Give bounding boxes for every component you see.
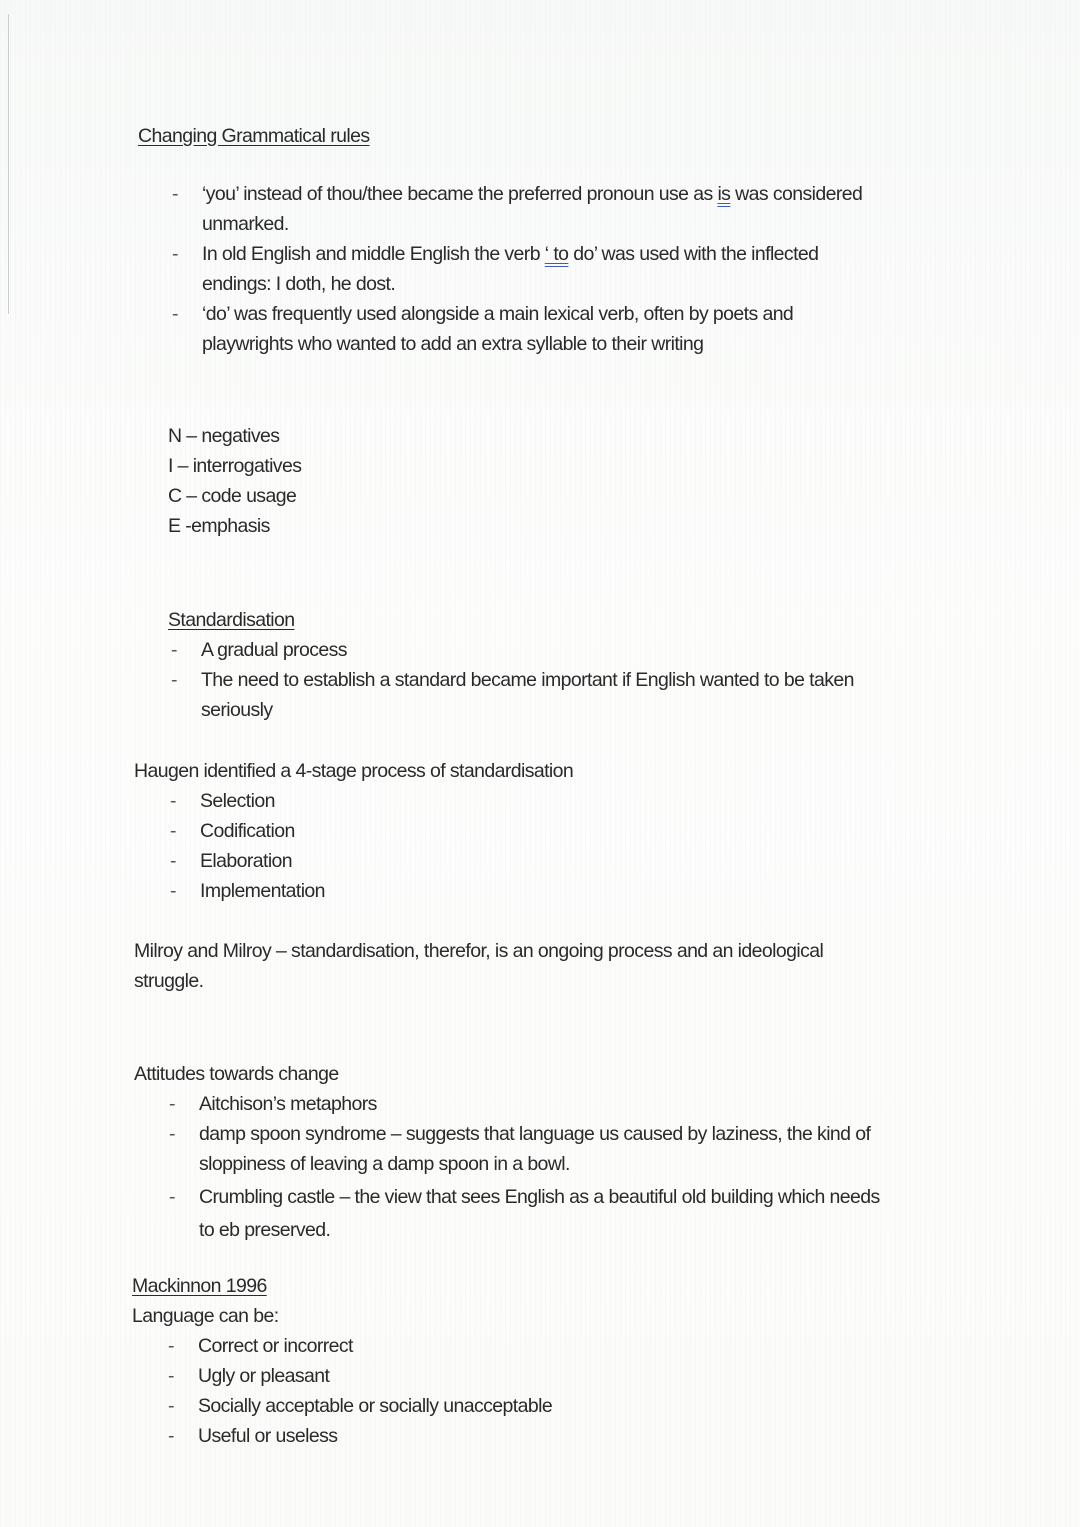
haugen-stages-list bbox=[170, 786, 325, 906]
attitudes-list bbox=[169, 1089, 880, 1245]
list-item: - Aitchison’s metaphors bbox=[199, 1089, 880, 1119]
bullet-dash: - bbox=[171, 669, 177, 691]
bullet-dash: - bbox=[168, 1395, 174, 1417]
list-item: - damp spoon syndrome – suggests that language us caused by laziness, the kind of bbox=[199, 1119, 880, 1149]
list-item: - Codification bbox=[200, 816, 325, 846]
acronym-line: E -emphasis bbox=[168, 515, 270, 537]
mackinnon-section bbox=[132, 1271, 279, 1331]
page-edge-line bbox=[8, 14, 9, 314]
grammar-section bbox=[138, 121, 370, 151]
bullet-dash: - bbox=[169, 1123, 175, 1145]
bullet-dash: - bbox=[172, 303, 178, 325]
bullet-dash: - bbox=[169, 1186, 175, 1208]
attitudes-section bbox=[134, 1059, 339, 1089]
grammar-list bbox=[172, 179, 863, 359]
nice-acronym-list bbox=[168, 421, 301, 541]
list-item: - Implementation bbox=[200, 876, 325, 906]
spellcheck-flag: is bbox=[717, 183, 731, 205]
acronym-line: I – interrogatives bbox=[168, 455, 302, 477]
mackinnon-list bbox=[168, 1331, 553, 1451]
list-item: - Selection bbox=[200, 786, 325, 816]
bullet-dash: - bbox=[168, 1335, 174, 1357]
list-item: - A gradual process bbox=[201, 635, 854, 665]
bullet-dash: - bbox=[170, 790, 176, 812]
list-item: - ‘you’ instead of thou/thee became the preferred pronoun use as is was considered bbox=[202, 179, 862, 209]
list-item: - In old English and middle English the verb ‘ to do’ was used with the inflected bbox=[202, 239, 862, 269]
milroy-paragraph: Milroy and Milroy – standardisation, therefor, is an ongoing process and an ideological struggle. bbox=[134, 940, 824, 992]
haugen-intro: Haugen identified a 4-stage process of standardisation bbox=[134, 760, 574, 782]
spellcheck-flag: ‘ to bbox=[544, 243, 569, 265]
acronym-line: N – negatives bbox=[168, 425, 280, 447]
bullet-dash: - bbox=[170, 880, 176, 902]
list-item: - Crumbling castle – the view that sees English as a beautiful old building which needs bbox=[199, 1182, 880, 1212]
bullet-dash: - bbox=[172, 183, 178, 205]
list-item-continuation: sloppiness of leaving a damp spoon in a bowl. bbox=[199, 1153, 570, 1175]
list-item: - The need to establish a standard became important if English wanted to be taken bbox=[201, 665, 854, 695]
list-item-continuation: unmarked. bbox=[202, 213, 289, 235]
bullet-dash: - bbox=[168, 1365, 174, 1387]
list-item: - Correct or incorrect bbox=[198, 1331, 552, 1361]
list-item: - ‘do’ was frequently used alongside a main lexical verb, often by poets and bbox=[202, 299, 862, 329]
bullet-dash: - bbox=[172, 243, 178, 265]
section-heading-grammar: Changing Grammatical rules bbox=[138, 125, 370, 147]
section-heading-standardisation: Standardisation bbox=[168, 609, 295, 631]
mackinnon-intro: Language can be: bbox=[132, 1305, 279, 1327]
standardisation-list bbox=[171, 635, 854, 725]
list-item-continuation: seriously bbox=[201, 699, 273, 721]
bullet-dash: - bbox=[170, 820, 176, 842]
section-heading-mackinnon: Mackinnon 1996 bbox=[132, 1275, 267, 1297]
bullet-dash: - bbox=[171, 639, 177, 661]
list-item: - Elaboration bbox=[200, 846, 325, 876]
standardisation-section bbox=[168, 605, 295, 635]
list-item-continuation: to eb preserved. bbox=[199, 1219, 331, 1241]
acronym-line: C – code usage bbox=[168, 485, 297, 507]
list-item: - Useful or useless bbox=[198, 1421, 552, 1451]
list-item-continuation: playwrights who wanted to add an extra syllable to their writing bbox=[202, 333, 704, 355]
bullet-dash: - bbox=[168, 1425, 174, 1447]
bullet-dash: - bbox=[169, 1093, 175, 1115]
bullet-dash: - bbox=[170, 850, 176, 872]
list-item: - Ugly or pleasant bbox=[198, 1361, 552, 1391]
haugen-section bbox=[134, 756, 573, 786]
list-item-continuation: endings: I doth, he dost. bbox=[202, 273, 396, 295]
section-heading-attitudes: Attitudes towards change bbox=[134, 1063, 339, 1085]
list-item: - Socially acceptable or socially unacceptable bbox=[198, 1391, 552, 1421]
